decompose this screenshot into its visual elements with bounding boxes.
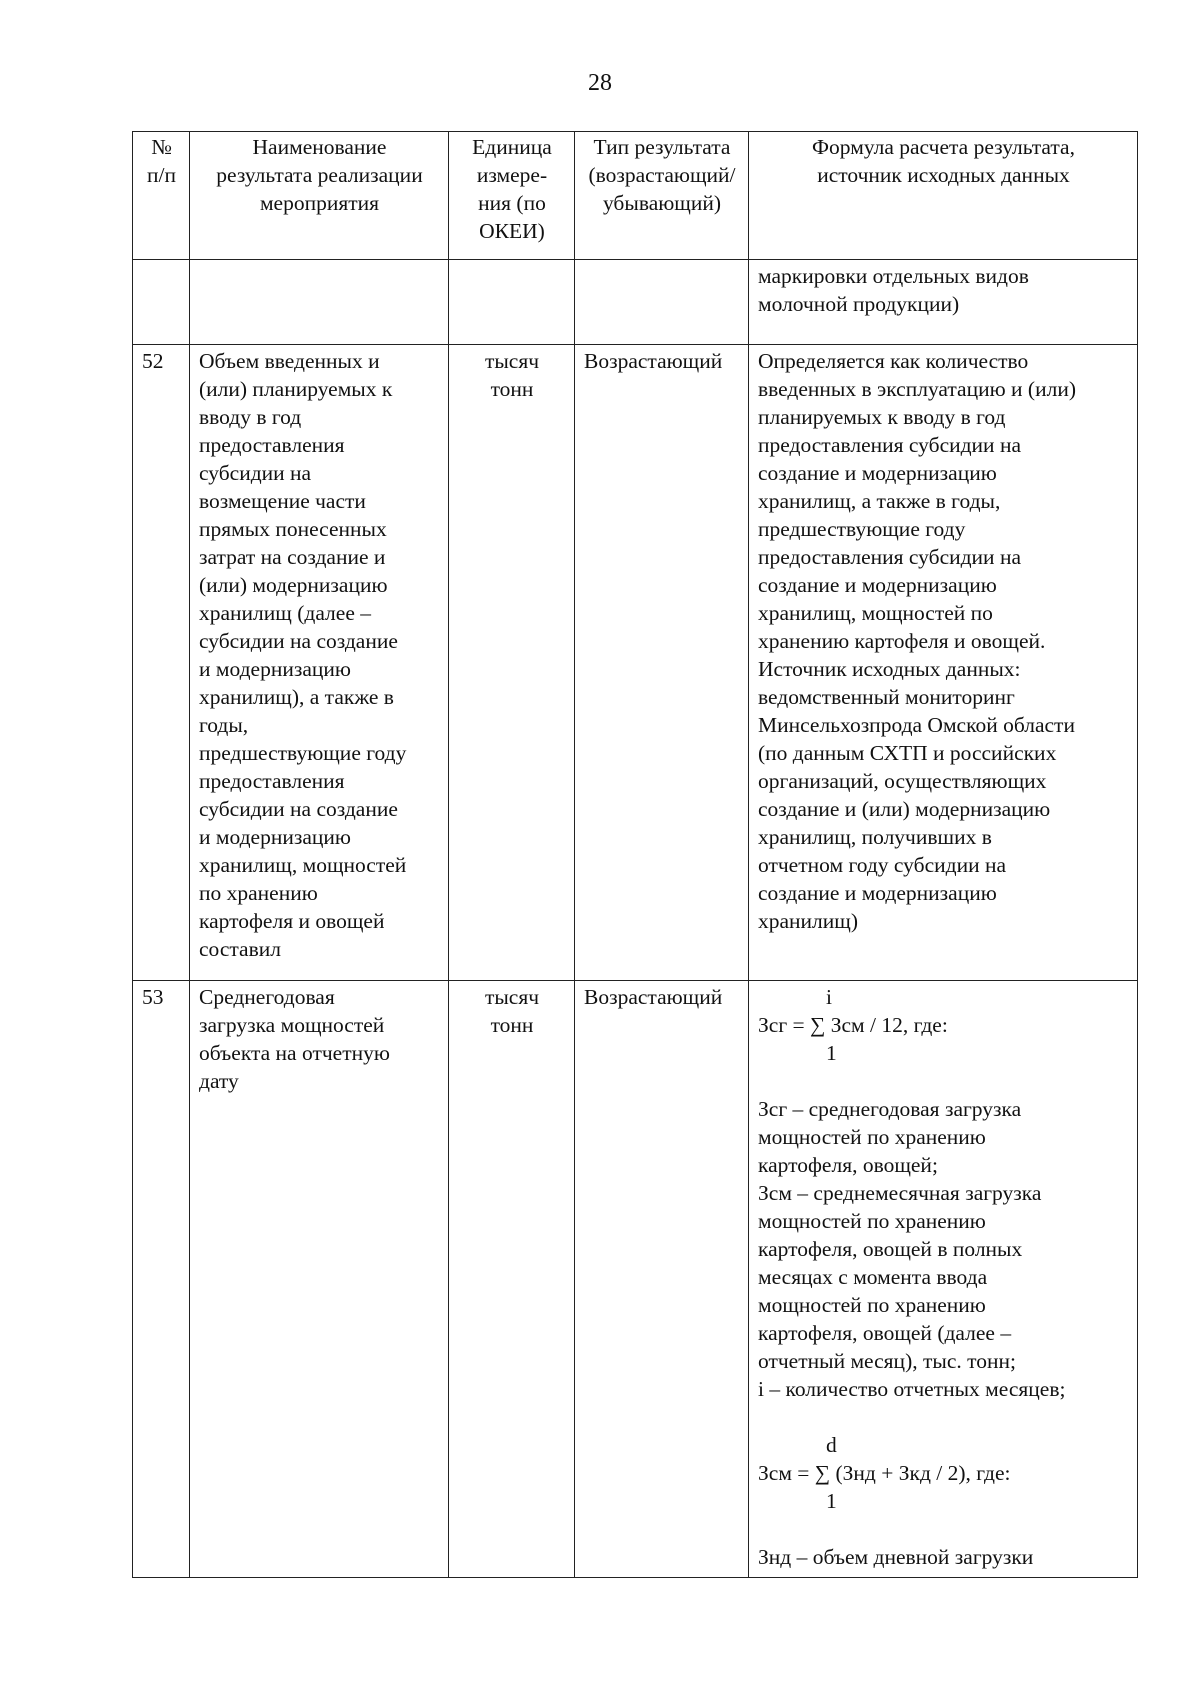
- cell-number: 53: [133, 981, 190, 1578]
- sum-upper-limit: i: [826, 985, 832, 1009]
- formula-annual-load: [758, 983, 1129, 1067]
- sum-lower-limit: 1: [826, 1041, 837, 1065]
- header-number: № п/п: [133, 132, 190, 260]
- page-number: 28: [588, 70, 612, 96]
- cell-name: Среднегодовая загрузка мощностей объекта на отчетную дату: [190, 981, 449, 1578]
- table-header-row: [133, 132, 1138, 260]
- cell-type: [575, 260, 749, 345]
- table-row-53: [133, 981, 1138, 1578]
- header-unit: Единица измере- ния (по ОКЕИ): [449, 132, 575, 260]
- cell-name: [190, 260, 449, 345]
- header-name: Наименование результата реализации мероприятия: [190, 132, 449, 260]
- cell-type: Возрастающий: [575, 981, 749, 1578]
- table-row-52: [133, 345, 1138, 981]
- formula-definitions: Зсг – среднегодовая загрузка мощностей по хранению картофеля, овощей; Зсм – среднемесячная загрузка мощностей по хранению картофеля, овощей в полных месяцах с момента ввода мощностей по хранению картофеля, овощей (далее – отчетный месяц), тыс. тонн; i – количество отчетных месяцев;: [758, 1097, 1066, 1401]
- cell-number: 52: [133, 345, 190, 981]
- header-type: Тип результата (возрастающий/ убывающий): [575, 132, 749, 260]
- sum-upper-limit: d: [826, 1433, 837, 1457]
- cell-type: Возрастающий: [575, 345, 749, 981]
- header-formula: Формула расчета результата, источник исходных данных: [749, 132, 1138, 260]
- cell-unit: тысяч тонн: [449, 981, 575, 1578]
- formula-main: Зсг = ∑ Зсм / 12, где:: [758, 1013, 948, 1037]
- results-table: [132, 131, 1138, 1578]
- sum-lower-limit: 1: [826, 1489, 837, 1513]
- cell-formula: [749, 981, 1138, 1578]
- formula-main: Зсм = ∑ (Знд + Зкд / 2), где:: [758, 1461, 1011, 1485]
- cell-name: Объем введенных и (или) планируемых к вводу в год предоставления субсидии на возмещение части прямых понесенных затрат на создание и (или) модернизацию хранилищ (далее – субсидии на создание и модернизацию хранилищ), а также в годы, предшествующие году предоставления субсидии на создание и модернизацию хранилищ, мощностей по хранению картофеля и овощей составил: [190, 345, 449, 981]
- cell-formula: маркировки отдельных видов молочной продукции): [749, 260, 1138, 345]
- formula-definitions: Знд – объем дневной загрузки: [758, 1545, 1034, 1569]
- formula-monthly-load: [758, 1431, 1129, 1515]
- cell-unit: [449, 260, 575, 345]
- table-row-continuation: [133, 260, 1138, 345]
- cell-formula: Определяется как количество введенных в эксплуатацию и (или) планируемых к вводу в год предоставления субсидии на создание и модернизацию хранилищ, а также в годы, предшествующие году предоставления субсидии на создание и модернизацию хранилищ, мощностей по хранению картофеля и овощей. Источник исходных данных: ведомственный мониторинг Минсельхозпрода Омской области (по данным СХТП и российских организаций, осуществляющих создание и (или) модернизацию хранилищ, получивших в отчетном году субсидии на создание и модернизацию хранилищ): [749, 345, 1138, 981]
- cell-number: [133, 260, 190, 345]
- cell-unit: тысяч тонн: [449, 345, 575, 981]
